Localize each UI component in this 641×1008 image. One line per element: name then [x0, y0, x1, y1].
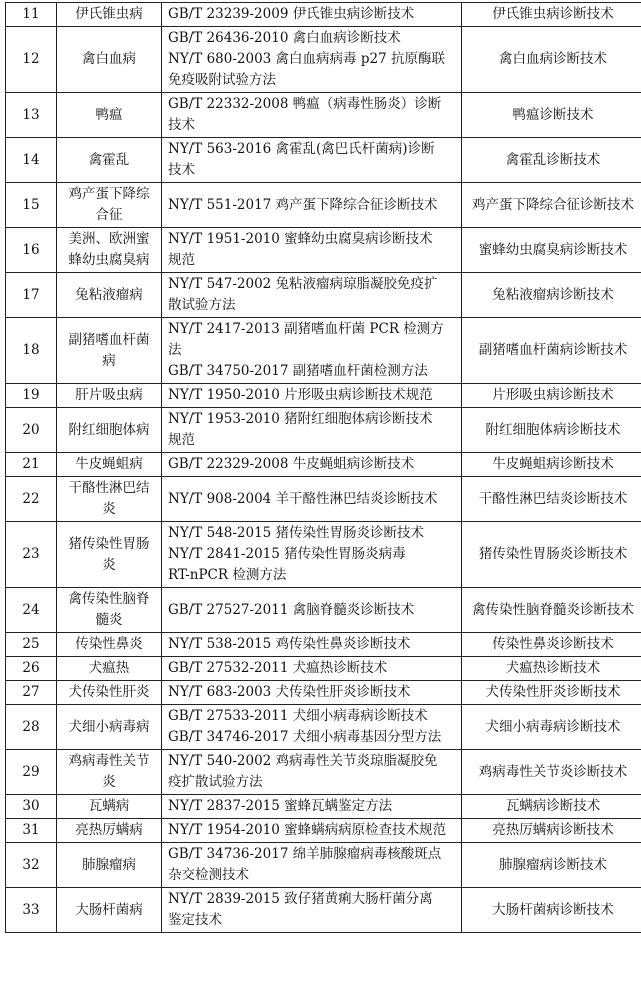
standard-line: 规范: [168, 432, 195, 448]
standard-references: [162, 93, 462, 138]
disease-name: 禽霍乱: [57, 138, 162, 183]
disease-name: 犬瘟热: [57, 657, 162, 681]
disease-name: 传染性鼻炎: [57, 633, 162, 657]
standard-line: 规范: [168, 252, 195, 268]
standard-line: 技术: [168, 162, 195, 178]
standard-references: [162, 3, 462, 27]
standard-references: [162, 795, 462, 819]
disease-name: 肺腺瘤病: [57, 843, 162, 888]
table-row: [6, 93, 641, 138]
standard-references: [162, 522, 462, 588]
disease-name: 犬传染性肝炎: [57, 681, 162, 705]
standard-line: NY/T 563-2016 禽霍乱(禽巴氏杆菌病)诊断: [168, 141, 435, 157]
standard-line: NY/T 1954-2010 蜜蜂螨病病原检查技术规范: [168, 822, 447, 838]
disease-name: 猪传染性胃肠炎: [57, 522, 162, 588]
table-row: [6, 522, 641, 588]
table-row: [6, 681, 641, 705]
row-number: 32: [6, 843, 57, 888]
diagnostic-technique: 猪传染性胃肠炎诊断技术: [462, 522, 641, 588]
diagnostic-technique: 大肠杆菌病诊断技术: [462, 888, 641, 933]
disease-name: 犬细小病毒病: [57, 705, 162, 750]
standard-line: NY/T 1953-2010 猪附红细胞体病诊断技术: [168, 411, 433, 427]
standard-references: [162, 138, 462, 183]
disease-name: 副猪嗜血杆菌病: [57, 318, 162, 384]
table-row: [6, 384, 641, 408]
diagnostic-technique: 传染性鼻炎诊断技术: [462, 633, 641, 657]
table-row: [6, 657, 641, 681]
table-row: [6, 819, 641, 843]
table-row: [6, 588, 641, 633]
row-number: 30: [6, 795, 57, 819]
table-row: [6, 138, 641, 183]
standard-line: NY/T 2839-2015 致仔猪黄痢大肠杆菌分离: [168, 891, 433, 907]
table-row: [6, 888, 641, 933]
table-row: [6, 477, 641, 522]
diagnostic-technique: 鸡产蛋下降综合征诊断技术: [462, 183, 641, 228]
standard-line: 鉴定技术: [168, 912, 222, 928]
standard-line: 杂交检测技术: [168, 867, 249, 883]
disease-name: 大肠杆菌病: [57, 888, 162, 933]
standard-line: 法: [168, 342, 182, 358]
diagnostic-technique: 亮热厉螨病诊断技术: [462, 819, 641, 843]
standard-references: [162, 477, 462, 522]
standard-references: [162, 588, 462, 633]
diagnostic-technique: 附红细胞体病诊断技术: [462, 408, 641, 453]
table-row: [6, 795, 641, 819]
standard-references: [162, 453, 462, 477]
standard-references: [162, 657, 462, 681]
row-number: 24: [6, 588, 57, 633]
diagnostic-technique: 瓦螨病诊断技术: [462, 795, 641, 819]
row-number: 21: [6, 453, 57, 477]
standard-references: [162, 27, 462, 93]
standard-line: NY/T 538-2015 鸡传染性鼻炎诊断技术: [168, 636, 411, 652]
diagnostic-technique: 干酪性淋巴结炎诊断技术: [462, 477, 641, 522]
standard-line: NY/T 2837-2015 蜜蜂瓦螨鉴定方法: [168, 798, 393, 814]
diagnostic-technique: 伊氏锥虫病诊断技术: [462, 3, 641, 27]
diagnostic-technique: 鸭瘟诊断技术: [462, 93, 641, 138]
standard-line: RT-nPCR 检测方法: [168, 567, 287, 583]
diagnostic-technique: 犬细小病毒病诊断技术: [462, 705, 641, 750]
standard-line: 免疫吸附试验方法: [168, 72, 276, 88]
standard-line: NY/T 2417-2013 副猪嗜血杆菌 PCR 检测方: [168, 321, 444, 337]
standard-references: [162, 633, 462, 657]
standard-line: 技术: [168, 117, 195, 133]
row-number: 14: [6, 138, 57, 183]
table-row: [6, 408, 641, 453]
disease-name: 亮热厉螨病: [57, 819, 162, 843]
diagnostic-technique: 禽白血病诊断技术: [462, 27, 641, 93]
standard-line: GB/T 34746-2017 犬细小病毒基因分型方法: [168, 729, 442, 745]
table-row: [6, 228, 641, 273]
row-number: 18: [6, 318, 57, 384]
standard-line: NY/T 1950-2010 片形吸虫病诊断技术规范: [168, 387, 433, 403]
row-number: 27: [6, 681, 57, 705]
row-number: 16: [6, 228, 57, 273]
row-number: 20: [6, 408, 57, 453]
disease-name: 禽传染性脑脊髓炎: [57, 588, 162, 633]
disease-name: 肝片吸虫病: [57, 384, 162, 408]
standard-references: [162, 408, 462, 453]
standard-references: [162, 228, 462, 273]
table-row: [6, 453, 641, 477]
table-row: [6, 273, 641, 318]
standard-line: GB/T 34736-2017 绵羊肺腺瘤病毒核酸斑点: [168, 846, 442, 862]
row-number: 12: [6, 27, 57, 93]
diagnostic-technique: 牛皮蝇蛆病诊断技术: [462, 453, 641, 477]
disease-name: 伊氏锥虫病: [57, 3, 162, 27]
standard-line: GB/T 34750-2017 副猪嗜血杆菌检测方法: [168, 363, 428, 379]
standard-references: [162, 843, 462, 888]
standards-table: [5, 2, 641, 933]
diagnostic-technique: 犬瘟热诊断技术: [462, 657, 641, 681]
standard-line: NY/T 2841-2015 猪传染性胃肠炎病毒: [168, 546, 406, 562]
standard-line: GB/T 23239-2009 伊氏锥虫病诊断技术: [168, 6, 415, 22]
standard-references: [162, 681, 462, 705]
standard-references: [162, 384, 462, 408]
standard-line: NY/T 680-2003 禽白血病病毒 p27 抗原酶联: [168, 51, 445, 67]
standard-references: [162, 705, 462, 750]
table-row: [6, 705, 641, 750]
diagnostic-technique: 兔粘液瘤病诊断技术: [462, 273, 641, 318]
standard-line: 疫扩散试验方法: [168, 774, 263, 790]
row-number: 17: [6, 273, 57, 318]
row-number: 23: [6, 522, 57, 588]
standard-line: GB/T 22332-2008 鸭瘟（病毒性肠炎）诊断: [168, 96, 442, 112]
standard-line: NY/T 547-2002 兔粘液瘤病琼脂凝胶免疫扩: [168, 276, 438, 292]
row-number: 22: [6, 477, 57, 522]
standards-table-body: [6, 3, 641, 933]
standard-references: [162, 888, 462, 933]
disease-name: 瓦螨病: [57, 795, 162, 819]
row-number: 33: [6, 888, 57, 933]
table-row: [6, 27, 641, 93]
disease-name: 鸭瘟: [57, 93, 162, 138]
standard-references: [162, 819, 462, 843]
standard-line: GB/T 22329-2008 牛皮蝇蛆病诊断技术: [168, 456, 415, 472]
disease-name: 禽白血病: [57, 27, 162, 93]
diagnostic-technique: 禽霍乱诊断技术: [462, 138, 641, 183]
diagnostic-technique: 禽传染性脑脊髓炎诊断技术: [462, 588, 641, 633]
standard-line: 散试验方法: [168, 297, 236, 313]
diagnostic-technique: 副猪嗜血杆菌病诊断技术: [462, 318, 641, 384]
row-number: 15: [6, 183, 57, 228]
row-number: 13: [6, 93, 57, 138]
disease-name: 附红细胞体病: [57, 408, 162, 453]
disease-name: 美洲、欧洲蜜蜂幼虫腐臭病: [57, 228, 162, 273]
standard-line: NY/T 1951-2010 蜜蜂幼虫腐臭病诊断技术: [168, 231, 433, 247]
table-row: [6, 318, 641, 384]
disease-name: 鸡产蛋下降综合征: [57, 183, 162, 228]
disease-name: 鸡病毒性关节炎: [57, 750, 162, 795]
standard-references: [162, 318, 462, 384]
standard-line: NY/T 908-2004 羊干酪性淋巴结炎诊断技术: [168, 490, 438, 507]
standard-line: GB/T 27533-2011 犬细小病毒病诊断技术: [168, 708, 428, 724]
diagnostic-technique: 鸡病毒性关节炎诊断技术: [462, 750, 641, 795]
standard-references: [162, 183, 462, 228]
disease-name: 干酪性淋巴结炎: [57, 477, 162, 522]
table-row: [6, 3, 641, 27]
standard-line: GB/T 26436-2010 禽白血病诊断技术: [168, 30, 401, 46]
row-number: 25: [6, 633, 57, 657]
table-row: [6, 183, 641, 228]
standard-line: NY/T 548-2015 猪传染性胃肠炎诊断技术: [168, 525, 425, 541]
diagnostic-technique: 蜜蜂幼虫腐臭病诊断技术: [462, 228, 641, 273]
diagnostic-technique: 肺腺瘤病诊断技术: [462, 843, 641, 888]
diagnostic-technique: 片形吸虫病诊断技术: [462, 384, 641, 408]
table-row: [6, 843, 641, 888]
standard-line: GB/T 27527-2011 禽脑脊髓炎诊断技术: [168, 601, 415, 618]
row-number: 11: [6, 3, 57, 27]
row-number: 19: [6, 384, 57, 408]
standard-line: NY/T 551-2017 鸡产蛋下降综合征诊断技术: [168, 196, 438, 213]
standard-line: NY/T 540-2002 鸡病毒性关节炎琼脂凝胶免: [168, 753, 438, 769]
row-number: 26: [6, 657, 57, 681]
row-number: 31: [6, 819, 57, 843]
row-number: 28: [6, 705, 57, 750]
standard-line: GB/T 27532-2011 犬瘟热诊断技术: [168, 660, 388, 676]
standard-references: [162, 750, 462, 795]
diagnostic-technique: 犬传染性肝炎诊断技术: [462, 681, 641, 705]
disease-name: 牛皮蝇蛆病: [57, 453, 162, 477]
table-row: [6, 750, 641, 795]
disease-name: 兔粘液瘤病: [57, 273, 162, 318]
table-row: [6, 633, 641, 657]
standard-references: [162, 273, 462, 318]
standard-line: NY/T 683-2003 犬传染性肝炎诊断技术: [168, 684, 411, 700]
row-number: 29: [6, 750, 57, 795]
